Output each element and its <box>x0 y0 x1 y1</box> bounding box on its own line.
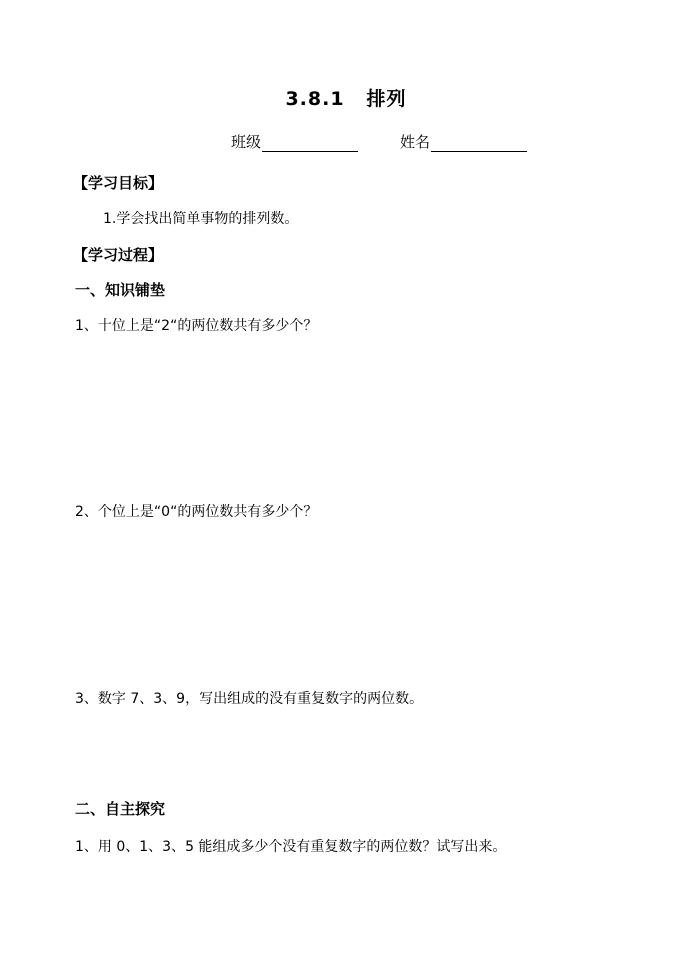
process-heading: 【学习过程】 <box>73 246 164 264</box>
section2-heading: 二、自主探究 <box>75 800 166 818</box>
class-field <box>231 131 358 152</box>
question-2: 2、个位上是“0“的两位数共有多少个？ <box>75 504 318 520</box>
class-label: 班级 <box>231 133 262 151</box>
goals-heading: 【学习目标】 <box>73 174 164 192</box>
page-title <box>0 84 688 111</box>
name-blank[interactable] <box>431 134 527 152</box>
question-4: 1、用 0、1、3、5 能组成多少个没有重复数字的两位数？试写出来。 <box>75 839 507 855</box>
lesson-title: 排列 <box>366 88 407 110</box>
class-blank[interactable] <box>262 134 358 152</box>
question-1: 1、十位上是“2“的两位数共有多少个？ <box>75 318 318 334</box>
name-label: 姓名 <box>400 133 431 151</box>
name-field <box>400 131 527 152</box>
goal-item: 1.学会找出简单事物的排列数。 <box>103 211 299 227</box>
question-3: 3、数字 7、3、9，写出组成的没有重复数字的两位数。 <box>75 691 424 707</box>
section1-heading: 一、知识铺垫 <box>75 281 166 299</box>
lesson-number: 3.8.1 <box>285 88 345 110</box>
